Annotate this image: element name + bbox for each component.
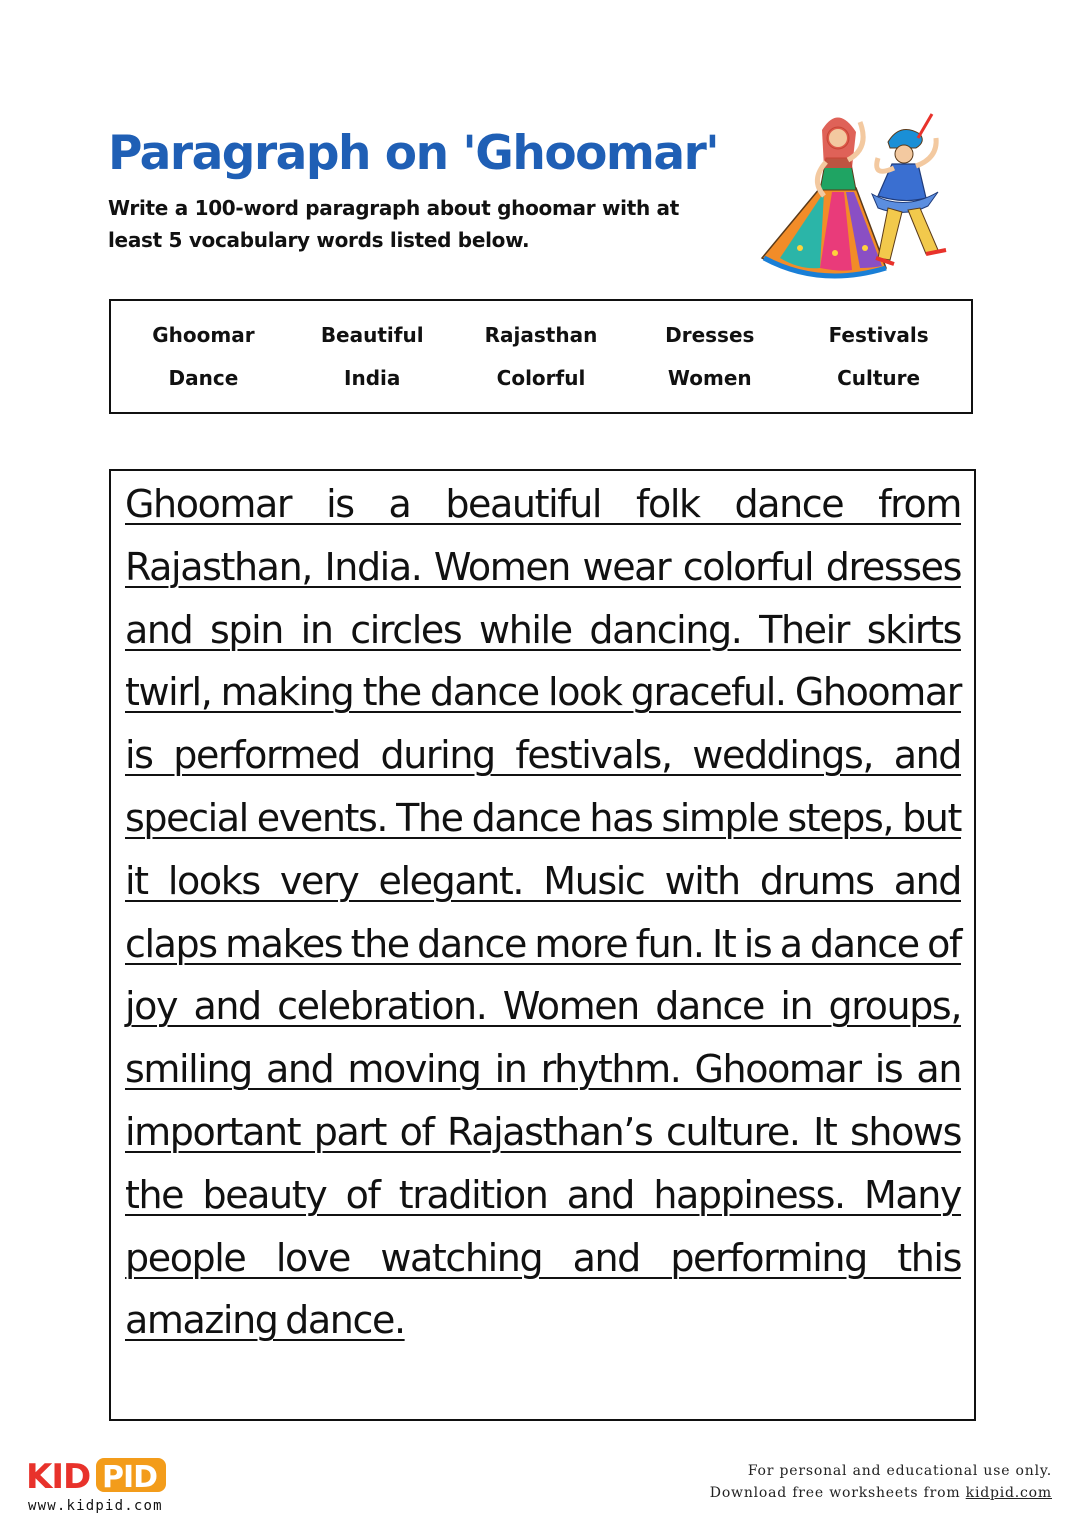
paragraph-text: Ghoomar is a beautiful folk dance from Rajasthan, India. Women wear colorful dresses and spin in circles while dancing. Their skirts twirl, making the dance look graceful. Ghoomar is performed during festivals, weddings, and special events. The dance has simple steps, but it looks very elegant. Music with drums and claps makes the dance more fun. It is a dance of joy and celebration. Women dance in groups, smiling and moving in rhythm. Ghoomar is an important part of Rajasthan’s culture. It shows the beauty of tradition and happiness. Many people love watching and performing this amazing dance. [125,482,961,1343]
ghoomar-dancers-illustration [760,108,956,286]
page-title: Paragraph on 'Ghoomar' [108,126,719,181]
footer-line-2 [710,1482,1052,1504]
kidpid-link[interactable]: kidpid.com [965,1485,1052,1501]
vocab-word: India [344,366,401,391]
vocab-word: Rajasthan [484,322,598,347]
footer-line-1: For personal and educational use only. [747,1463,1052,1479]
footer-notice [710,1460,1052,1504]
kidpid-logo-mark [26,1452,176,1496]
website-url: www.kidpid.com [28,1498,163,1514]
vocab-word: Festivals [828,322,929,347]
vocab-word: Beautiful [320,322,424,347]
vocab-word: Women [667,366,752,391]
logo-pid-text: PID [102,1460,158,1495]
vocabulary-grid [111,301,971,412]
vocabulary-box [109,299,973,414]
logo-kid-text: KID [26,1457,91,1496]
kidpid-logo [26,1452,176,1522]
footer-line-2-prefix: Download free worksheets from [709,1485,966,1501]
paragraph-box [109,469,976,1421]
vocab-word: Dance [168,366,239,391]
vocab-word: Ghoomar [152,322,255,347]
vocab-word: Colorful [496,366,586,391]
instruction-text: Write a 100-word paragraph about ghoomar with at least 5 vocabulary words listed below. [108,196,680,252]
vocab-word: Culture [837,366,921,391]
vocab-word: Dresses [665,322,755,347]
